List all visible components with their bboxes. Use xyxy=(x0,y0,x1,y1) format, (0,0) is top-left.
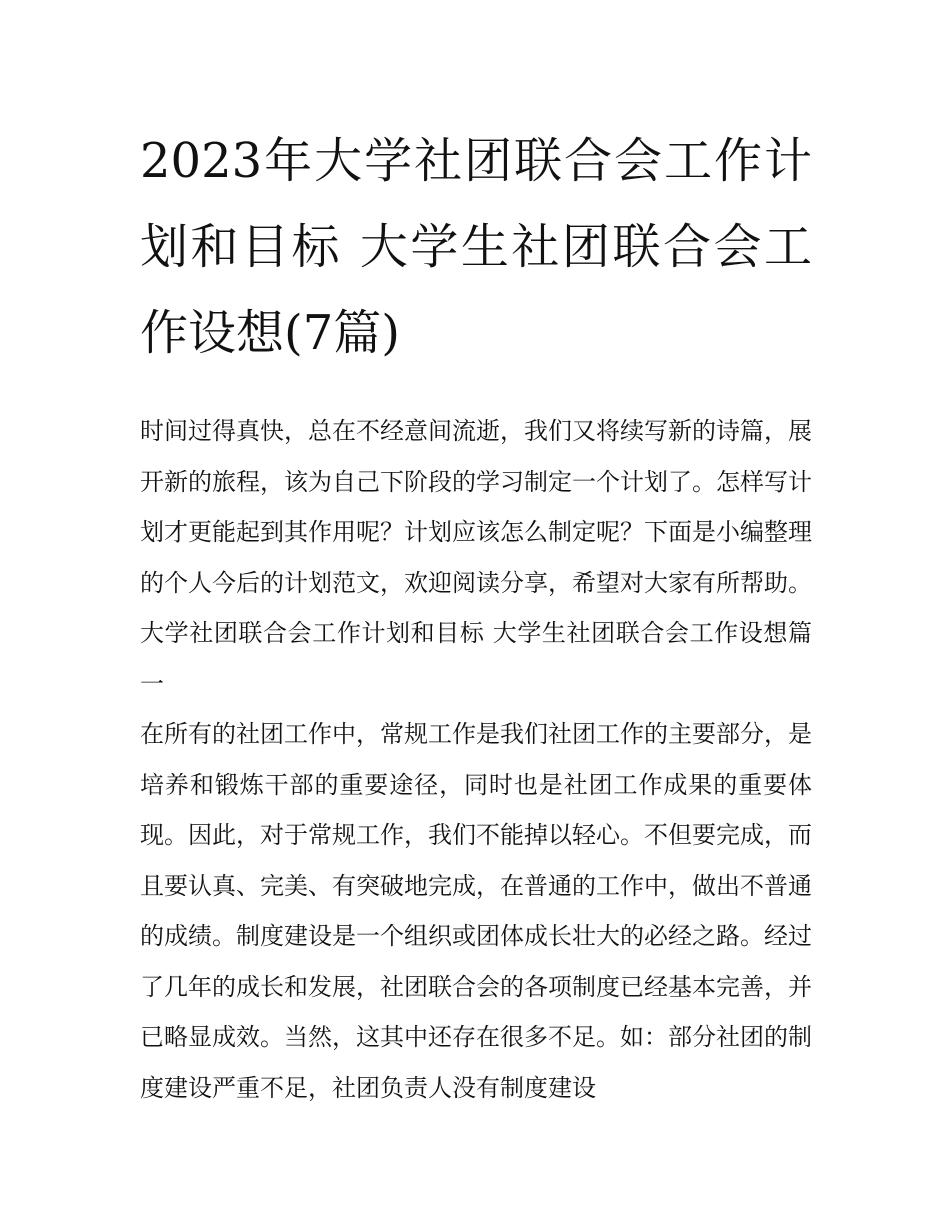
document-page xyxy=(140,118,812,1113)
section-heading: 大学社团联合会工作计划和目标 大学生社团联合会工作设想篇一 xyxy=(140,619,812,698)
intro-paragraph: 时间过得真快，总在不经意间流逝，我们又将续写新的诗篇，展开新的旅程，该为自己下阶段的学习制定一个计划了。怎样写计划才更能起到其作用呢？计划应该怎么制定呢？下面是小编整理的个人今后的计划范文，欢迎阅读分享，希望对大家有所帮助。 xyxy=(140,417,812,597)
document-title: 2023年大学社团联合会工作计划和目标 大学生社团联合会工作设想(7篇) xyxy=(140,133,812,361)
body-paragraph: 在所有的社团工作中，常规工作是我们社团工作的主要部分，是培养和锻炼干部的重要途径，同时也是社团工作成果的重要体现。因此，对于常规工作，我们不能掉以轻心。不但要完成，而且要认真、完美、有突破地完成，在普通的工作中，做出不普通的成绩。制度建设是一个组织或团体成长壮大的必经之路。经过了几年的成长和发展，社团联合会的各项制度已经基本完善，并已略显成效。当然，这其中还存在很多不足。如：部分社团的制度建设严重不足，社团负责人没有制度建设 xyxy=(140,720,812,1102)
